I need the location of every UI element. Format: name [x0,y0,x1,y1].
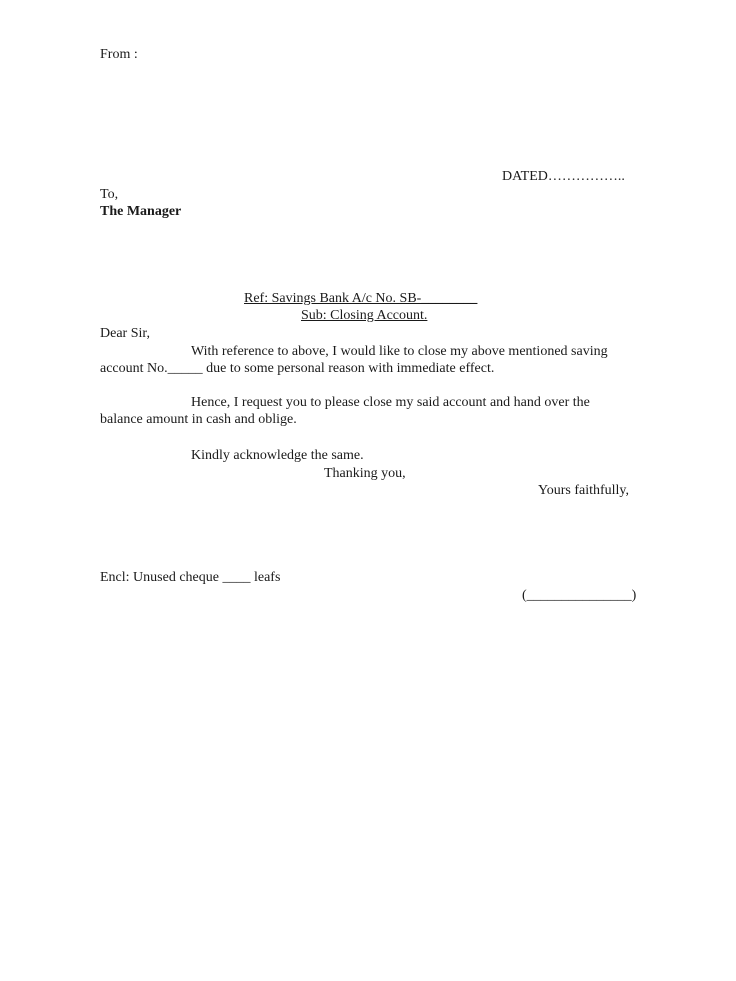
enclosure-line: Encl: Unused cheque ____ leafs [100,570,281,585]
salutation: Dear Sir, [100,326,150,341]
thanking-line: Thanking you, [324,466,406,481]
paragraph-2-line-1: Hence, I request you to please close my said account and hand over the [191,395,590,410]
dated-field: DATED…………….. [502,169,625,184]
acknowledge-line: Kindly acknowledge the same. [191,448,364,463]
from-label: From : [100,47,138,62]
recipient-title: The Manager [100,204,182,219]
paragraph-1-line-1: With reference to above, I would like to close my above mentioned saving [191,344,608,359]
paragraph-2-line-2: balance amount in cash and oblige. [100,412,297,427]
signature-blank: (_______________) [522,588,637,603]
paragraph-1-line-2: account No._____ due to some personal reason with immediate effect. [100,361,495,376]
to-label: To, [100,187,119,202]
closing-line: Yours faithfully, [538,483,630,498]
reference-line: Ref: Savings Bank A/c No. SB-________ [244,291,478,306]
subject-line: Sub: Closing Account. [301,308,428,323]
